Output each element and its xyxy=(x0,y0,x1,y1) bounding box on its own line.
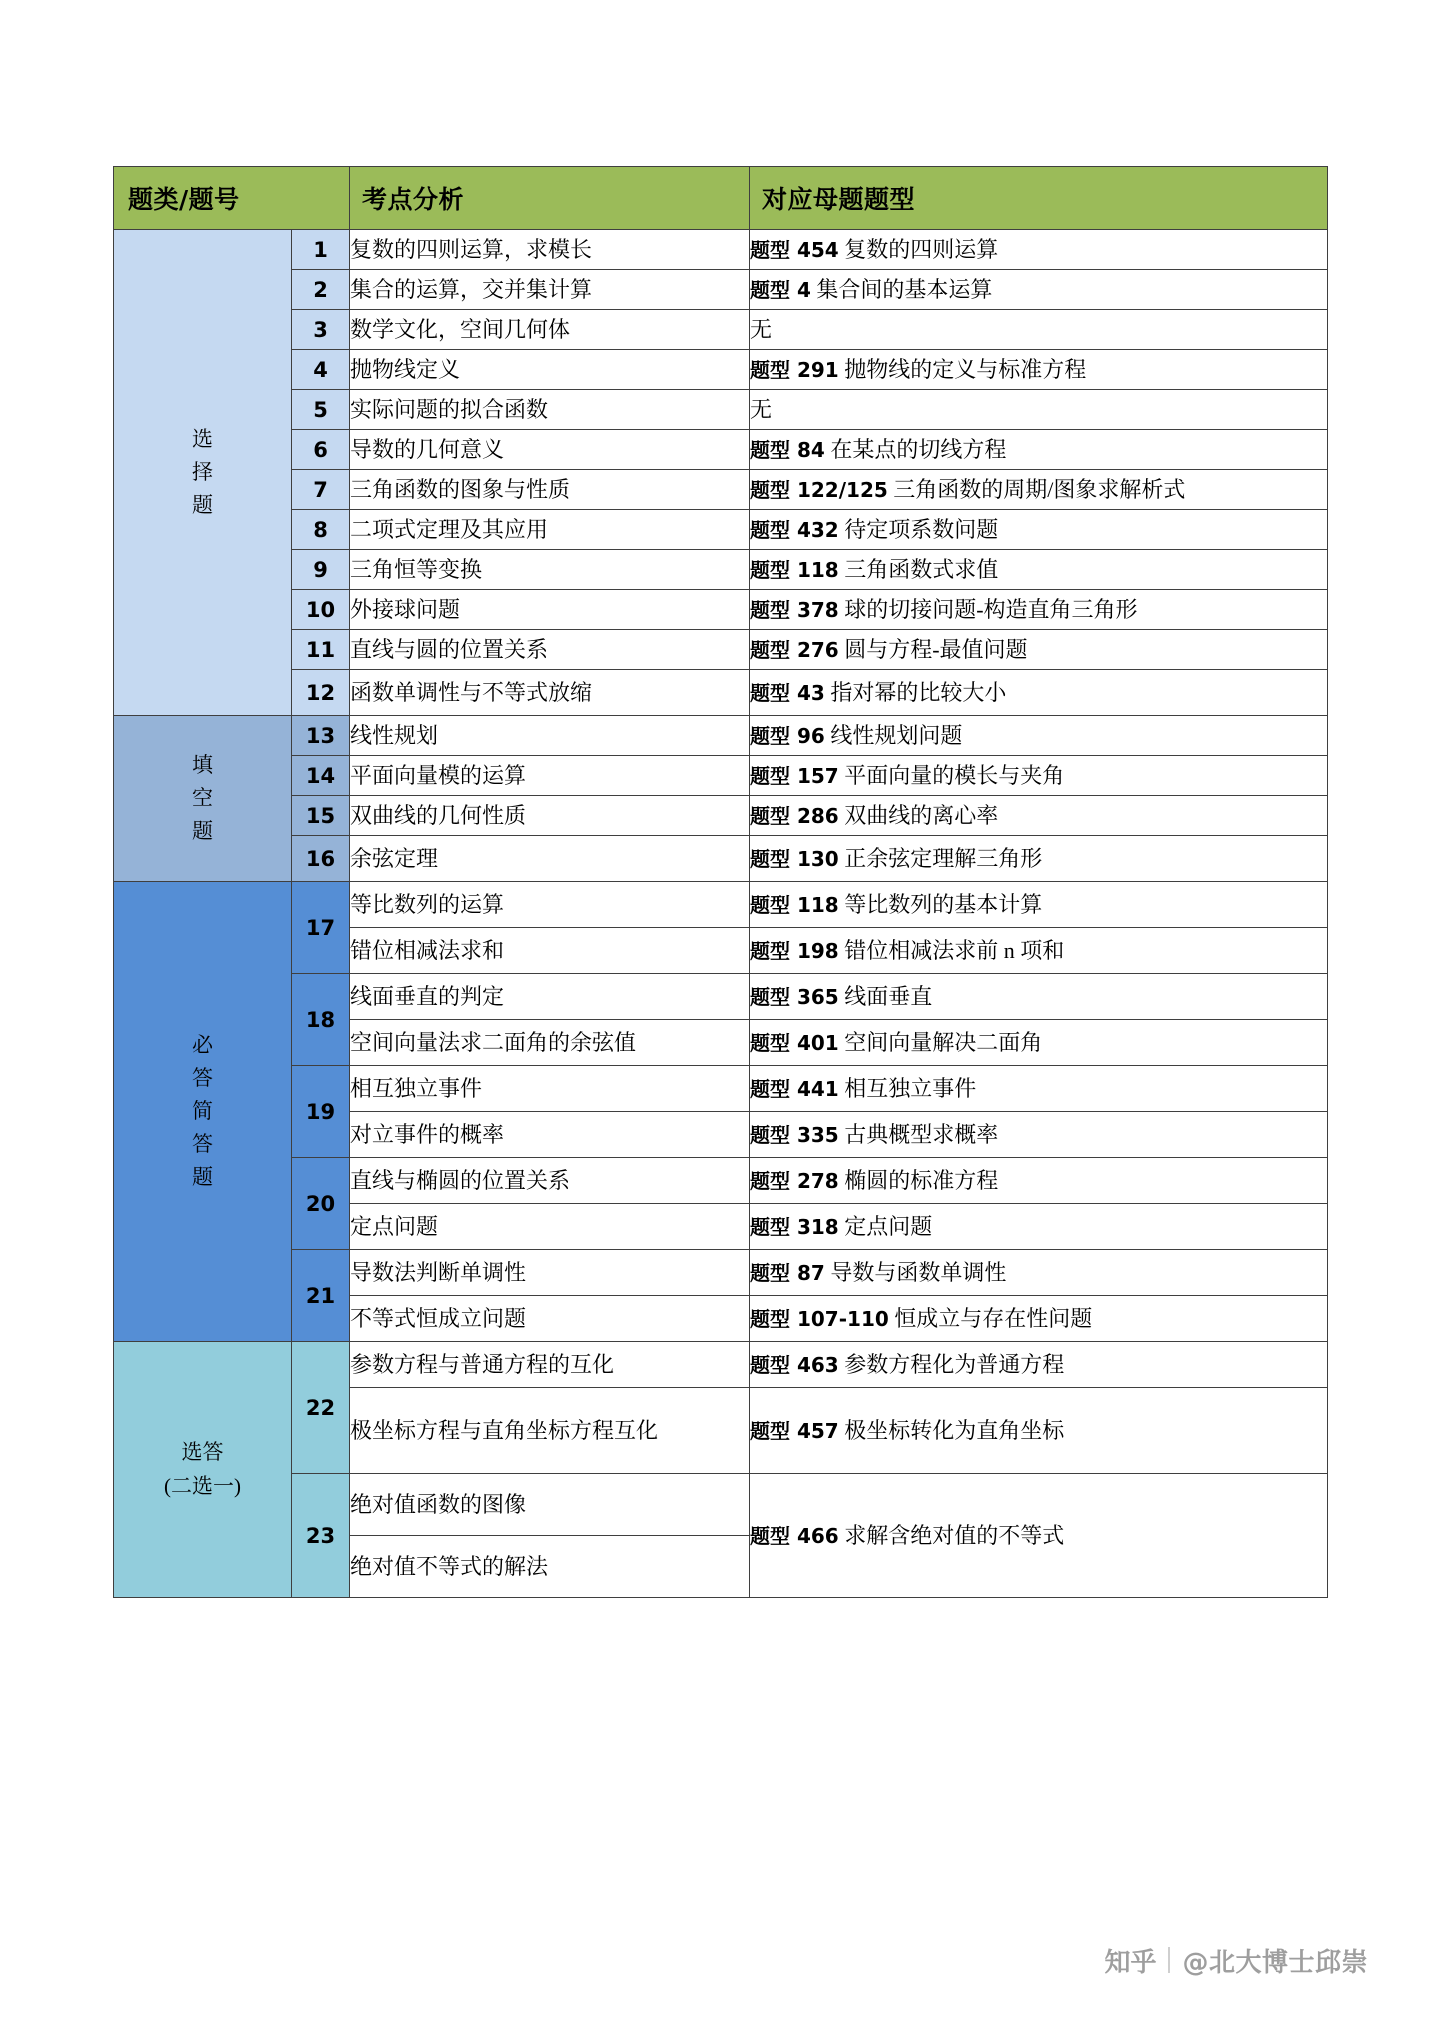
type-code: 题型 107-110 xyxy=(750,1306,889,1331)
mother-type-cell xyxy=(750,974,1328,1020)
question-number: 23 xyxy=(292,1474,350,1598)
mother-type-cell xyxy=(750,350,1328,390)
question-number: 3 xyxy=(292,310,350,350)
knowledge-point: 二项式定理及其应用 xyxy=(350,510,750,550)
knowledge-point: 绝对值函数的图像 xyxy=(350,1474,750,1536)
knowledge-point: 函数单调性与不等式放缩 xyxy=(350,670,750,716)
type-code: 题型 157 xyxy=(750,763,839,788)
knowledge-point: 平面向量模的运算 xyxy=(350,756,750,796)
type-code: 题型 441 xyxy=(750,1076,839,1101)
question-number: 19 xyxy=(292,1066,350,1158)
question-number: 5 xyxy=(292,390,350,430)
type-code: 题型 365 xyxy=(750,984,839,1009)
table-row xyxy=(114,1474,1328,1536)
mother-type-cell xyxy=(750,1158,1328,1204)
mother-type-cell xyxy=(750,1020,1328,1066)
mother-type-cell xyxy=(750,1474,1328,1598)
question-number: 1 xyxy=(292,230,350,270)
question-type-table xyxy=(113,166,1328,1598)
knowledge-point: 双曲线的几何性质 xyxy=(350,796,750,836)
type-label: 平面向量的模长与夹角 xyxy=(844,762,1065,788)
table-row xyxy=(114,836,1328,882)
question-number: 22 xyxy=(292,1342,350,1474)
type-code: 题型 454 xyxy=(750,237,839,262)
section-label-fill-in: 填 空 题 xyxy=(114,716,292,882)
knowledge-point: 抛物线定义 xyxy=(350,350,750,390)
mother-type-cell xyxy=(750,1066,1328,1112)
table-row xyxy=(114,1158,1328,1204)
type-label: 无 xyxy=(750,396,773,422)
type-label: 正余弦定理解三角形 xyxy=(844,845,1043,871)
type-label: 线性规划问题 xyxy=(830,722,963,748)
header-category: 题类/题号 xyxy=(114,167,350,230)
knowledge-point: 复数的四则运算，求模长 xyxy=(350,230,750,270)
table-row xyxy=(114,590,1328,630)
knowledge-point: 等比数列的运算 xyxy=(350,882,750,928)
type-code: 题型 276 xyxy=(750,637,839,662)
mother-type-cell xyxy=(750,270,1328,310)
mother-type-cell xyxy=(750,1204,1328,1250)
table-row xyxy=(114,550,1328,590)
type-code: 题型 122/125 xyxy=(750,477,888,502)
mother-type-cell xyxy=(750,230,1328,270)
question-number: 18 xyxy=(292,974,350,1066)
question-number: 16 xyxy=(292,836,350,882)
knowledge-point: 相互独立事件 xyxy=(350,1066,750,1112)
section-label-optional: 选答 (二选一) xyxy=(114,1342,292,1598)
mother-type-cell xyxy=(750,928,1328,974)
question-number: 15 xyxy=(292,796,350,836)
table-row xyxy=(114,430,1328,470)
mother-type-cell xyxy=(750,1342,1328,1388)
type-code: 题型 291 xyxy=(750,357,839,382)
question-number: 12 xyxy=(292,670,350,716)
question-number: 9 xyxy=(292,550,350,590)
question-number: 20 xyxy=(292,1158,350,1250)
knowledge-point: 线面垂直的判定 xyxy=(350,974,750,1020)
table-row xyxy=(114,350,1328,390)
table-row xyxy=(114,716,1328,756)
table-row xyxy=(114,230,1328,270)
mother-type-cell xyxy=(750,756,1328,796)
knowledge-point: 对立事件的概率 xyxy=(350,1112,750,1158)
table-row xyxy=(114,310,1328,350)
knowledge-point: 定点问题 xyxy=(350,1204,750,1250)
question-number: 6 xyxy=(292,430,350,470)
type-label: 复数的四则运算 xyxy=(844,236,999,262)
type-code: 题型 335 xyxy=(750,1122,839,1147)
knowledge-point: 空间向量法求二面角的余弦值 xyxy=(350,1020,750,1066)
mother-type-cell xyxy=(750,310,1328,350)
knowledge-point: 不等式恒成立问题 xyxy=(350,1296,750,1342)
type-code: 题型 278 xyxy=(750,1168,839,1193)
type-code: 题型 318 xyxy=(750,1214,839,1239)
mother-type-cell xyxy=(750,630,1328,670)
section-label-choice: 选 择 题 xyxy=(114,230,292,716)
type-label: 相互独立事件 xyxy=(844,1075,977,1101)
mother-type-cell xyxy=(750,670,1328,716)
knowledge-point: 直线与圆的位置关系 xyxy=(350,630,750,670)
watermark-divider xyxy=(1168,1947,1170,1973)
knowledge-point: 绝对值不等式的解法 xyxy=(350,1536,750,1598)
type-label: 古典概型求概率 xyxy=(844,1121,999,1147)
table-row xyxy=(114,796,1328,836)
type-code: 题型 401 xyxy=(750,1030,839,1055)
mother-type-cell xyxy=(750,882,1328,928)
type-label: 恒成立与存在性问题 xyxy=(894,1305,1093,1331)
table-row xyxy=(114,270,1328,310)
type-label: 三角函数式求值 xyxy=(844,556,999,582)
mother-type-cell xyxy=(750,716,1328,756)
table-row xyxy=(114,630,1328,670)
question-number: 8 xyxy=(292,510,350,550)
mother-type-cell xyxy=(750,390,1328,430)
zhihu-logo-text: 知乎 xyxy=(1104,1947,1157,1978)
table-row xyxy=(114,670,1328,716)
knowledge-point: 外接球问题 xyxy=(350,590,750,630)
table-row xyxy=(114,1250,1328,1296)
table-row xyxy=(114,1066,1328,1112)
question-number: 10 xyxy=(292,590,350,630)
type-code: 题型 87 xyxy=(750,1260,825,1285)
knowledge-point: 导数法判断单调性 xyxy=(350,1250,750,1296)
knowledge-point: 三角函数的图象与性质 xyxy=(350,470,750,510)
table-row xyxy=(114,390,1328,430)
mother-type-cell xyxy=(750,550,1328,590)
header-analysis: 考点分析 xyxy=(350,167,750,230)
knowledge-point: 错位相减法求和 xyxy=(350,928,750,974)
question-number: 11 xyxy=(292,630,350,670)
type-code: 题型 378 xyxy=(750,597,839,622)
type-label: 集合间的基本运算 xyxy=(816,276,993,302)
type-label: 线面垂直 xyxy=(844,983,933,1009)
type-code: 题型 118 xyxy=(750,892,839,917)
knowledge-point: 余弦定理 xyxy=(350,836,750,882)
knowledge-point: 线性规划 xyxy=(350,716,750,756)
mother-type-cell xyxy=(750,1296,1328,1342)
type-label: 导数与函数单调性 xyxy=(830,1259,1007,1285)
type-label: 指对幂的比较大小 xyxy=(830,679,1007,705)
author-handle: @北大博士邱崇 xyxy=(1182,1947,1368,1978)
knowledge-point: 三角恒等变换 xyxy=(350,550,750,590)
type-code: 题型 118 xyxy=(750,557,839,582)
type-label: 抛物线的定义与标准方程 xyxy=(844,356,1087,382)
question-number: 7 xyxy=(292,470,350,510)
mother-type-cell xyxy=(750,796,1328,836)
type-label: 三角函数的周期/图象求解析式 xyxy=(893,476,1186,502)
type-label: 错位相减法求前 n 项和 xyxy=(844,937,1065,963)
mother-type-cell xyxy=(750,470,1328,510)
type-label: 椭圆的标准方程 xyxy=(844,1167,999,1193)
knowledge-point: 实际问题的拟合函数 xyxy=(350,390,750,430)
type-code: 题型 466 xyxy=(750,1523,839,1548)
type-label: 在某点的切线方程 xyxy=(830,436,1007,462)
question-map-sheet xyxy=(113,166,1327,1598)
type-label: 圆与方程-最值问题 xyxy=(844,636,1028,662)
type-code: 题型 43 xyxy=(750,680,825,705)
table-row xyxy=(114,974,1328,1020)
type-label: 求解含绝对值的不等式 xyxy=(844,1522,1065,1548)
type-label: 空间向量解决二面角 xyxy=(844,1029,1043,1055)
type-label: 等比数列的基本计算 xyxy=(844,891,1043,917)
type-code: 题型 96 xyxy=(750,723,825,748)
type-code: 题型 198 xyxy=(750,938,839,963)
watermark-footer xyxy=(0,1930,1440,1990)
type-label: 待定项系数问题 xyxy=(844,516,999,542)
table-row xyxy=(114,882,1328,928)
type-label: 定点问题 xyxy=(844,1213,933,1239)
type-label: 双曲线的离心率 xyxy=(844,802,999,828)
question-number: 21 xyxy=(292,1250,350,1342)
type-code: 题型 286 xyxy=(750,803,839,828)
type-code: 题型 457 xyxy=(750,1418,839,1443)
question-number: 14 xyxy=(292,756,350,796)
header-mother-type: 对应母题题型 xyxy=(750,167,1328,230)
knowledge-point: 极坐标方程与直角坐标方程互化 xyxy=(350,1388,750,1474)
knowledge-point: 参数方程与普通方程的互化 xyxy=(350,1342,750,1388)
type-label: 球的切接问题-构造直角三角形 xyxy=(844,596,1138,622)
mother-type-cell xyxy=(750,1250,1328,1296)
knowledge-point: 直线与椭圆的位置关系 xyxy=(350,1158,750,1204)
question-number: 13 xyxy=(292,716,350,756)
type-label: 无 xyxy=(750,316,773,342)
knowledge-point: 导数的几何意义 xyxy=(350,430,750,470)
question-number: 2 xyxy=(292,270,350,310)
question-number: 17 xyxy=(292,882,350,974)
knowledge-point: 数学文化，空间几何体 xyxy=(350,310,750,350)
mother-type-cell xyxy=(750,1112,1328,1158)
question-number: 4 xyxy=(292,350,350,390)
mother-type-cell xyxy=(750,510,1328,550)
table-row xyxy=(114,470,1328,510)
table-row xyxy=(114,510,1328,550)
type-code: 题型 4 xyxy=(750,277,811,302)
type-code: 题型 432 xyxy=(750,517,839,542)
table-header-row xyxy=(114,167,1328,230)
type-code: 题型 130 xyxy=(750,846,839,871)
type-code: 题型 84 xyxy=(750,437,825,462)
mother-type-cell xyxy=(750,590,1328,630)
mother-type-cell xyxy=(750,1388,1328,1474)
type-label: 极坐标转化为直角坐标 xyxy=(844,1417,1065,1443)
knowledge-point: 集合的运算，交并集计算 xyxy=(350,270,750,310)
type-code: 题型 463 xyxy=(750,1352,839,1377)
table-row xyxy=(114,1342,1328,1388)
mother-type-cell xyxy=(750,836,1328,882)
mother-type-cell xyxy=(750,430,1328,470)
type-label: 参数方程化为普通方程 xyxy=(844,1351,1065,1377)
section-label-required-short-answer: 必 答 简 答 题 xyxy=(114,882,292,1342)
table-row xyxy=(114,756,1328,796)
